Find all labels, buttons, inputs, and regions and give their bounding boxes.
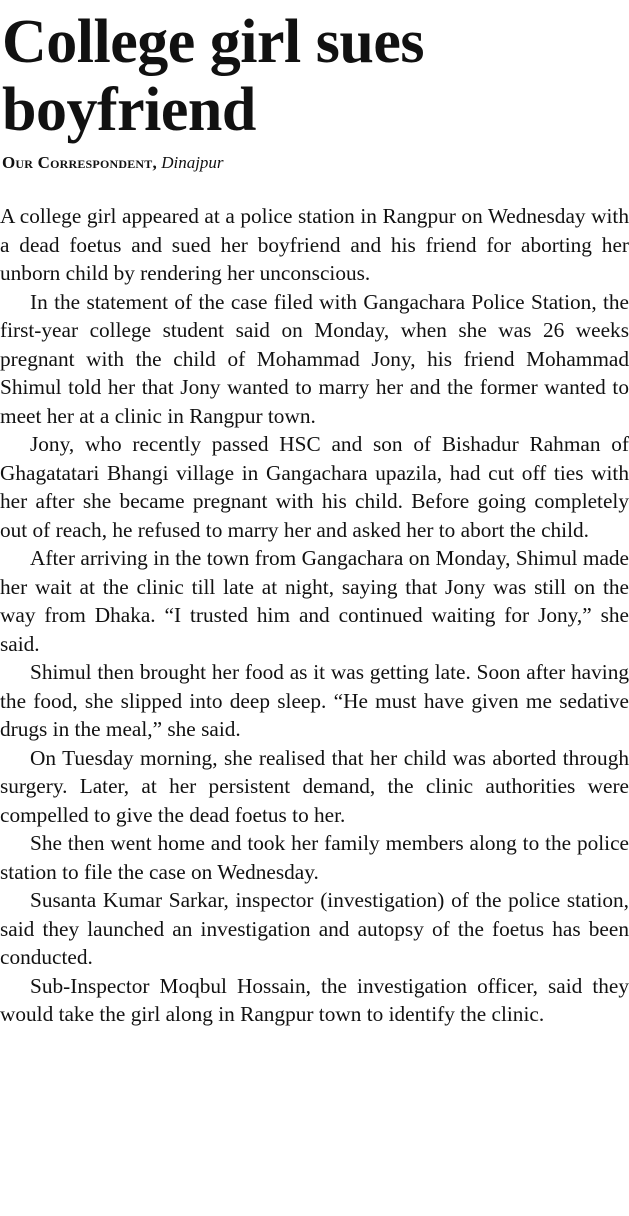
byline-author: Our Correspondent, (2, 153, 157, 172)
article-paragraph: On Tuesday morning, she realised that her child was aborted through surgery. Later, at her persistent demand, the clinic authorities were compelled to give the dead foetus to her. (0, 745, 629, 827)
article-paragraph: A college girl appeared at a police station in Rangpur on Wednesday with a dead foetus and sued her boyfriend and his friend for aborting her unborn child by rendering her unconscious. (0, 204, 629, 285)
byline-location: Dinajpur (161, 153, 224, 172)
article-paragraph: She then went home and took her family members along to the police station to file the case on Wednesday. (0, 831, 629, 884)
article-byline (2, 152, 629, 174)
article-paragraph: Sub-Inspector Moqbul Hossain, the investigation officer, said they would take the girl along in Rangpur town to identify the clinic. (0, 973, 629, 1026)
article-paragraph: Susanta Kumar Sarkar, inspector (investigation) of the police station, said they launched an investigation and autopsy of the foetus has been conducted. (0, 888, 629, 969)
article-paragraph: Shimul then brought her food as it was getting late. Soon after having the food, she slipped into deep sleep. “He must have given me sedative drugs in the meal,” she said. (0, 660, 629, 741)
article-body (0, 202, 629, 1029)
article-paragraph: In the statement of the case filed with Gangachara Police Station, the first-year college student said on Monday, when she was 26 weeks pregnant with the child of Mohammad Jony, his friend Mohammad Shimul told her that Jony wanted to marry her and the former wanted to meet her at a clinic in Rangpur town. (0, 289, 629, 428)
article-paragraph: After arriving in the town from Gangachara on Monday, Shimul made her wait at the clinic till late at night, saying that Jony was still on the way from Dhaka. “I trusted him and continued waiting for Jony,” she said. (0, 546, 629, 656)
article-headline: College girl sues boyfriend (2, 8, 424, 144)
article-paragraph: Jony, who recently passed HSC and son of Bishadur Rahman of Ghagatatari Bhangi village in Gangachara upazila, had cut off ties with her after she became pregnant with his child. Before going completely out of reach, he refused to marry her and asked her to abort the child. (0, 432, 629, 542)
